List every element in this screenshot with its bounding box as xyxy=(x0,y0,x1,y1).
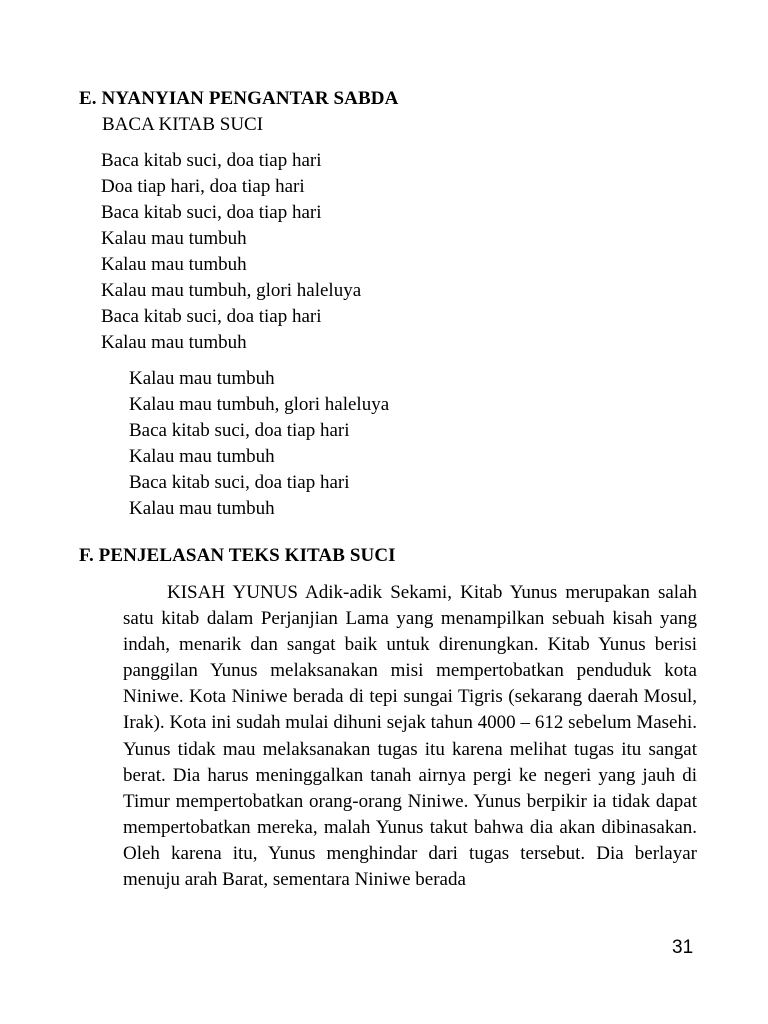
section-e-heading: E. NYANYIAN PENGANTAR SABDA xyxy=(79,88,399,109)
section-f-heading: F. PENJELASAN TEKS KITAB SUCI xyxy=(79,545,396,566)
song-stanza-1 xyxy=(101,148,361,356)
lyric-line: Kalau mau tumbuh xyxy=(101,228,247,249)
lyric-line: Baca kitab suci, doa tiap hari xyxy=(101,202,322,223)
lyric-line: Baca kitab suci, doa tiap hari xyxy=(101,150,322,171)
lyric-line: Kalau mau tumbuh xyxy=(129,368,275,389)
page-number: 31 xyxy=(672,937,694,958)
lyric-line: Baca kitab suci, doa tiap hari xyxy=(129,472,350,493)
lyric-line: Kalau mau tumbuh, glori haleluya xyxy=(101,280,362,301)
lyric-line: Kalau mau tumbuh xyxy=(129,446,275,467)
lyric-line: Kalau mau tumbuh, glori haleluya xyxy=(129,394,390,415)
body-paragraph: KISAH YUNUS Adik-adik Sekami, Kitab Yunus merupakan salah satu kitab dalam Perjanjian Lama yang menampilkan sebuah kisah yang indah, menarik dan sangat baik untuk direnungkan. Kitab Yunus berisi panggilan Yunus melaksanakan misi mempertobatkan penduduk kota Niniwe. Kota Niniwe berada di tepi sungai Tigris (sekarang daerah Mosul, Irak). Kota ini sudah mulai dihuni sejak tahun 4000 – 612 sebelum Masehi. Yunus tidak mau melaksanakan tugas itu karena melihat tugas itu sangat berat. Dia harus meninggalkan tanah airnya pergi ke negeri yang jauh di Timur mempertobatkan orang-orang Niniwe. Yunus berpikir ia tidak dapat mempertobatkan mereka, malah Yunus takut bahwa dia akan dibinasakan. Oleh karena itu, Yunus menghindar dari tugas tersebut. Dia berlayar menuju arah Barat, sementara Niniwe berada xyxy=(123,582,697,891)
lyric-line: Kalau mau tumbuh xyxy=(101,332,247,353)
lyric-line: Doa tiap hari, doa tiap hari xyxy=(101,176,305,197)
song-title: BACA KITAB SUCI xyxy=(102,114,264,135)
lyric-line: Kalau mau tumbuh xyxy=(101,254,247,275)
lyric-line: Baca kitab suci, doa tiap hari xyxy=(101,306,322,327)
song-stanza-2 xyxy=(129,366,389,522)
lyric-line: Baca kitab suci, doa tiap hari xyxy=(129,420,350,441)
lyric-line: Kalau mau tumbuh xyxy=(129,498,275,519)
